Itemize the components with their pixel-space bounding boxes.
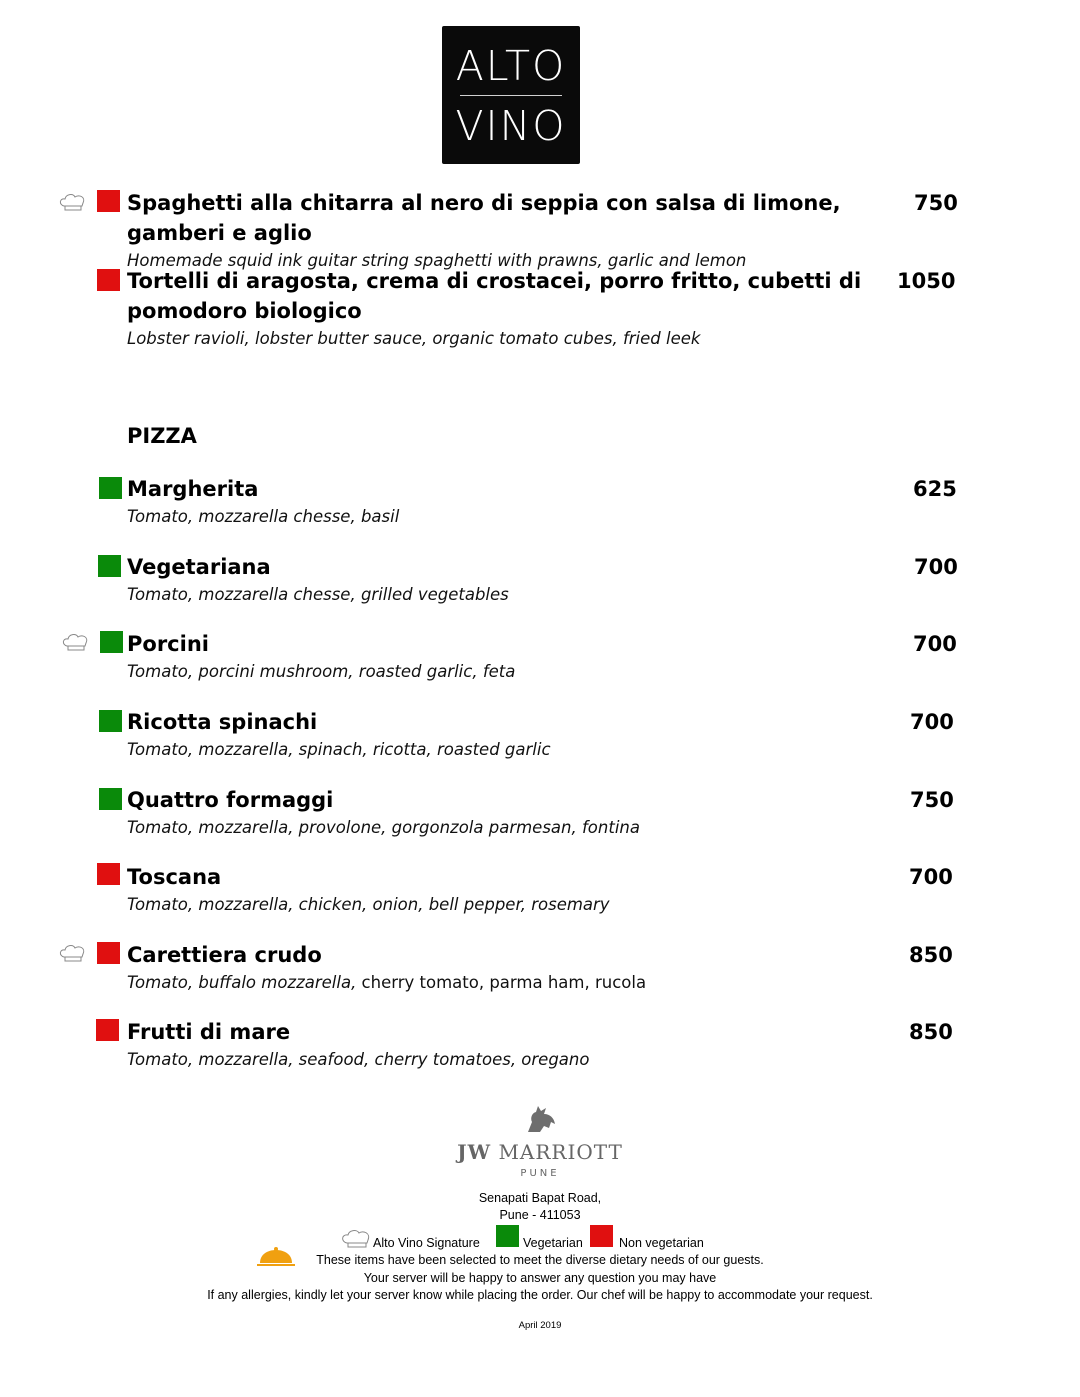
item-description: Tomato, mozzarella, spinach, ricotta, roasted garlic	[127, 740, 551, 759]
menu-item	[127, 266, 957, 352]
item-name: Frutti di mare	[127, 1020, 291, 1044]
menu-item	[127, 629, 957, 685]
item-name: Toscana	[127, 865, 222, 889]
item-price: 625	[913, 477, 957, 501]
brand-city: PUNE	[520, 1168, 560, 1179]
item-description: Tomato, mozzarella chesse, basil	[127, 507, 400, 526]
veg-marker	[99, 477, 122, 499]
item-description: Tomato, mozzarella, provolone, gorgonzola parmesan, fontina	[127, 818, 640, 837]
item-price: 850	[909, 943, 953, 967]
item-description: Tomato, mozzarella, seafood, cherry tomatoes, oregano	[127, 1050, 590, 1069]
menu-item	[127, 707, 957, 763]
item-price: 750	[910, 788, 954, 812]
legend	[0, 1228, 1080, 1252]
veg-marker	[99, 788, 122, 810]
veg-marker	[496, 1225, 519, 1247]
item-description	[127, 970, 957, 996]
item-description: Lobster ravioli, lobster butter sauce, organic tomato cubes, fried leek	[127, 329, 701, 348]
item-name: Carettiera crudo	[127, 943, 322, 967]
legend-veg-label: Vegetarian	[523, 1236, 583, 1250]
item-description: Tomato, porcini mushroom, roasted garlic, feta	[127, 662, 516, 681]
legend-signature-label: Alto Vino Signature	[373, 1236, 480, 1250]
non-veg-marker	[590, 1225, 613, 1247]
brand-bold: JW	[457, 1140, 492, 1164]
logo-line-1: ALTO	[455, 42, 567, 90]
veg-marker	[99, 710, 122, 732]
menu-item	[127, 552, 957, 608]
item-price: 850	[909, 1020, 953, 1044]
non-veg-marker	[97, 269, 120, 291]
address	[390, 1190, 690, 1224]
item-name: Porcini	[127, 632, 209, 656]
menu-item	[127, 474, 957, 530]
menu-date: April 2019	[518, 1320, 562, 1331]
item-price: 700	[909, 865, 953, 889]
jw-marriott-brand	[440, 1102, 640, 1179]
address-line-1: Senapati Bapat Road,	[478, 1191, 602, 1205]
legend-nonveg-label: Non vegetarian	[619, 1236, 704, 1250]
menu-item	[127, 188, 957, 274]
logo-divider	[460, 95, 562, 96]
item-price: 750	[914, 191, 958, 215]
item-description: Homemade squid ink guitar string spaghetti with prawns, garlic and lemon	[127, 251, 747, 270]
menu-item	[127, 862, 957, 918]
menu-item	[127, 1017, 957, 1073]
alto-vino-logo	[442, 26, 580, 164]
chef-hat-icon	[58, 192, 88, 214]
veg-marker	[100, 631, 123, 653]
item-name: Ricotta spinachi	[127, 710, 318, 734]
item-description: Tomato, mozzarella chesse, grilled vegetables	[127, 585, 509, 604]
menu-item	[127, 785, 957, 841]
item-name: Spaghetti alla chitarra al nero di seppia con salsa di limone, gamberi e aglio	[127, 191, 841, 245]
item-price: 700	[913, 632, 957, 656]
item-price: 700	[914, 555, 958, 579]
non-veg-marker	[97, 942, 120, 964]
chef-hat-icon	[340, 1228, 374, 1252]
address-line-2: Pune - 411053	[499, 1208, 581, 1222]
brand-rest: MARRIOTT	[491, 1140, 623, 1164]
item-name: Quattro formaggi	[127, 788, 334, 812]
non-veg-marker	[96, 1019, 119, 1041]
chef-hat-icon	[61, 632, 91, 654]
chef-hat-icon	[58, 943, 88, 965]
item-name: Vegetariana	[127, 555, 271, 579]
item-name: Margherita	[127, 477, 259, 501]
section-title: PIZZA	[127, 424, 197, 448]
note-line-3: If any allergies, kindly let your server know while placing the order. Our chef will be happy to accommodate your request.	[207, 1288, 873, 1302]
item-price: 1050	[897, 269, 956, 293]
note-line-2: Your server will be happy to answer any question you may have	[363, 1270, 717, 1285]
note-line-1: These items have been selected to meet the diverse dietary needs of our guests.	[316, 1253, 764, 1267]
non-veg-marker	[97, 863, 120, 885]
item-price: 700	[910, 710, 954, 734]
dietary-notes	[0, 1252, 1080, 1305]
item-name: Tortelli di aragosta, crema di crostacei, porro fritto, cubetti di pomodoro biologico	[127, 269, 862, 323]
item-description-italic: Tomato, buffalo mozzarella,	[127, 973, 357, 992]
non-veg-marker	[97, 190, 120, 212]
item-description: Tomato, mozzarella, chicken, onion, bell pepper, rosemary	[127, 895, 610, 914]
menu-item	[127, 940, 957, 996]
item-description-normal: cherry tomato, parma ham, rucola	[356, 973, 647, 992]
veg-marker	[98, 555, 121, 577]
logo-line-2: VINO	[455, 102, 567, 150]
